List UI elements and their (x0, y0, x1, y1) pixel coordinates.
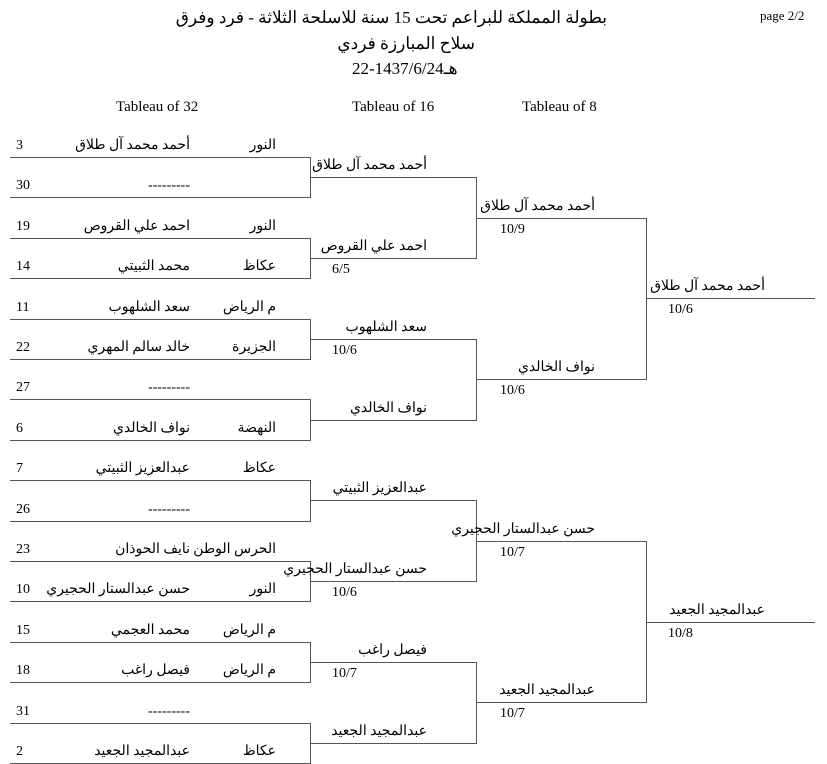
entrant-seed: 7 (16, 461, 23, 477)
entrant-seed: 6 (16, 420, 23, 436)
entrant-name: عبدالمجيد الجعيد (94, 744, 190, 759)
entrant-seed: 19 (16, 218, 30, 234)
t16-winner: أحمد محمد آل طلاق (312, 158, 427, 174)
bracket-line (476, 379, 646, 380)
entrant-seed: 18 (16, 663, 30, 679)
bracket-line (10, 440, 310, 441)
entrant-name: احمد علي القروص (83, 218, 190, 234)
page-number: page 2/2 (760, 8, 805, 23)
round-header-t32: Tableau of 32 (116, 99, 199, 115)
entrant-name: خالد سالم المهري (87, 340, 190, 355)
bracket-line (646, 622, 815, 623)
entrant-club: م الرياض (222, 299, 276, 315)
t8-score: 10/7 (500, 544, 525, 560)
bracket-line (646, 298, 815, 299)
bracket-line (10, 561, 310, 562)
entrant-seed: 3 (16, 138, 23, 153)
bracket-line (310, 662, 476, 663)
entrant-club: عكاظ (242, 461, 276, 477)
bracket-line (476, 541, 646, 542)
entrant-seed: 23 (16, 542, 30, 557)
bracket-subtitle: سلاح المبارزة فردي (337, 34, 475, 53)
entrant-name: أحمد محمد آل طلاق (75, 138, 190, 153)
bracket-line (10, 197, 310, 198)
entrant-name: سعد الشلهوب (108, 299, 190, 315)
entrant-name: فيصل راغب (121, 663, 190, 679)
bracket-line (310, 500, 476, 501)
t16-winner: فيصل راغب (358, 643, 427, 658)
bracket-line (10, 682, 310, 683)
bracket-line (310, 258, 476, 259)
entrant-club: النهضة (237, 420, 276, 436)
entrant-club: النور (249, 582, 276, 598)
t16-winner: عبدالعزيز الثبيتي (332, 481, 427, 497)
entrant-name: نواف الخالدي (112, 420, 190, 436)
entrant-seed: 26 (16, 501, 30, 517)
t8-winner: أحمد محمد آل طلاق (480, 198, 595, 214)
entrant-seed: 30 (16, 178, 30, 194)
t8-winner: نواف الخالدي (517, 360, 595, 376)
entrant-seed: 14 (16, 259, 30, 275)
t16-winner: عبدالمجيد الجعيد (331, 723, 427, 739)
t16-score: 10/7 (332, 666, 357, 681)
entrant-name: حسن عبدالستار الحجيري (46, 582, 190, 598)
bracket-line (10, 723, 310, 724)
t8-winner: عبدالمجيد الجعيد (499, 683, 595, 699)
round-header-t8: Tableau of 8 (522, 99, 597, 115)
t16-score: 6/5 (332, 262, 350, 277)
entrant-seed: 2 (16, 744, 23, 759)
entrant-club: عكاظ (242, 259, 276, 275)
entrant-club: م الرياض (222, 663, 276, 679)
t4-score: 10/6 (668, 302, 693, 318)
bracket-line (310, 339, 476, 340)
entrant-club: م الرياض (222, 622, 276, 638)
bracket-line (10, 601, 310, 602)
bracket-line (476, 218, 646, 219)
bracket-line (10, 642, 310, 643)
bracket-title: بطولة المملكة للبراعم تحت 15 سنة للاسلحة الثلاثة - فرد وفرق (175, 8, 607, 27)
t8-score: 10/6 (500, 383, 525, 399)
entrant-club: عكاظ (242, 744, 276, 759)
bracket-date: 22-1437/6/24هـ (352, 59, 458, 78)
entrant-name: --------- (148, 380, 190, 396)
t4-score: 10/8 (668, 625, 693, 641)
entrant-seed: 22 (16, 340, 30, 355)
t16-winner: نواف الخالدي (349, 400, 427, 416)
entrant-club: الحرس الوطن (193, 542, 276, 557)
entrant-club: النور (249, 218, 276, 234)
bracket-line (10, 157, 310, 158)
entrant-seed: 15 (16, 622, 30, 638)
round-header-t16: Tableau of 16 (352, 99, 435, 115)
bracket-line (476, 702, 646, 703)
entrant-name: --------- (148, 703, 190, 719)
t16-score: 10/6 (332, 342, 357, 358)
bracket-line (310, 743, 476, 744)
t8-score: 10/9 (500, 221, 525, 237)
t16-winner: احمد علي القروص (320, 239, 427, 254)
entrant-seed: 11 (16, 299, 30, 315)
entrant-name: عبدالعزيز الثبيتي (95, 461, 190, 477)
entrant-name: محمد الثبيتي (117, 259, 190, 275)
entrant-club: النور (249, 138, 276, 153)
entrant-club: الجزيرة (232, 340, 276, 355)
t4-winner: عبدالمجيد الجعيد (669, 602, 765, 618)
t16-score: 10/6 (332, 585, 357, 601)
bracket-line (10, 399, 310, 400)
t8-score: 10/7 (500, 706, 525, 722)
entrant-seed: 31 (16, 703, 30, 719)
bracket-line (310, 420, 476, 421)
t16-winner: حسن عبدالستار الحجيري (283, 562, 427, 578)
bracket-line (10, 480, 310, 481)
entrant-name: محمد العجمي (110, 622, 190, 638)
t8-winner: حسن عبدالستار الحجيري (451, 521, 595, 537)
entrant-name: --------- (148, 501, 190, 517)
t16-winner: سعد الشلهوب (345, 319, 427, 335)
bracket-line (10, 359, 310, 360)
bracket-line (10, 278, 310, 279)
bracket-line (310, 177, 476, 178)
t4-winner: أحمد محمد آل طلاق (650, 279, 765, 295)
bracket-line (10, 319, 310, 320)
bracket-line (10, 238, 310, 239)
entrant-seed: 27 (16, 380, 30, 396)
bracket-line (310, 581, 476, 582)
entrant-name: --------- (148, 178, 190, 194)
entrant-seed: 10 (16, 582, 30, 598)
bracket-line (10, 521, 310, 522)
entrant-name: نايف الحوذان (115, 542, 190, 557)
